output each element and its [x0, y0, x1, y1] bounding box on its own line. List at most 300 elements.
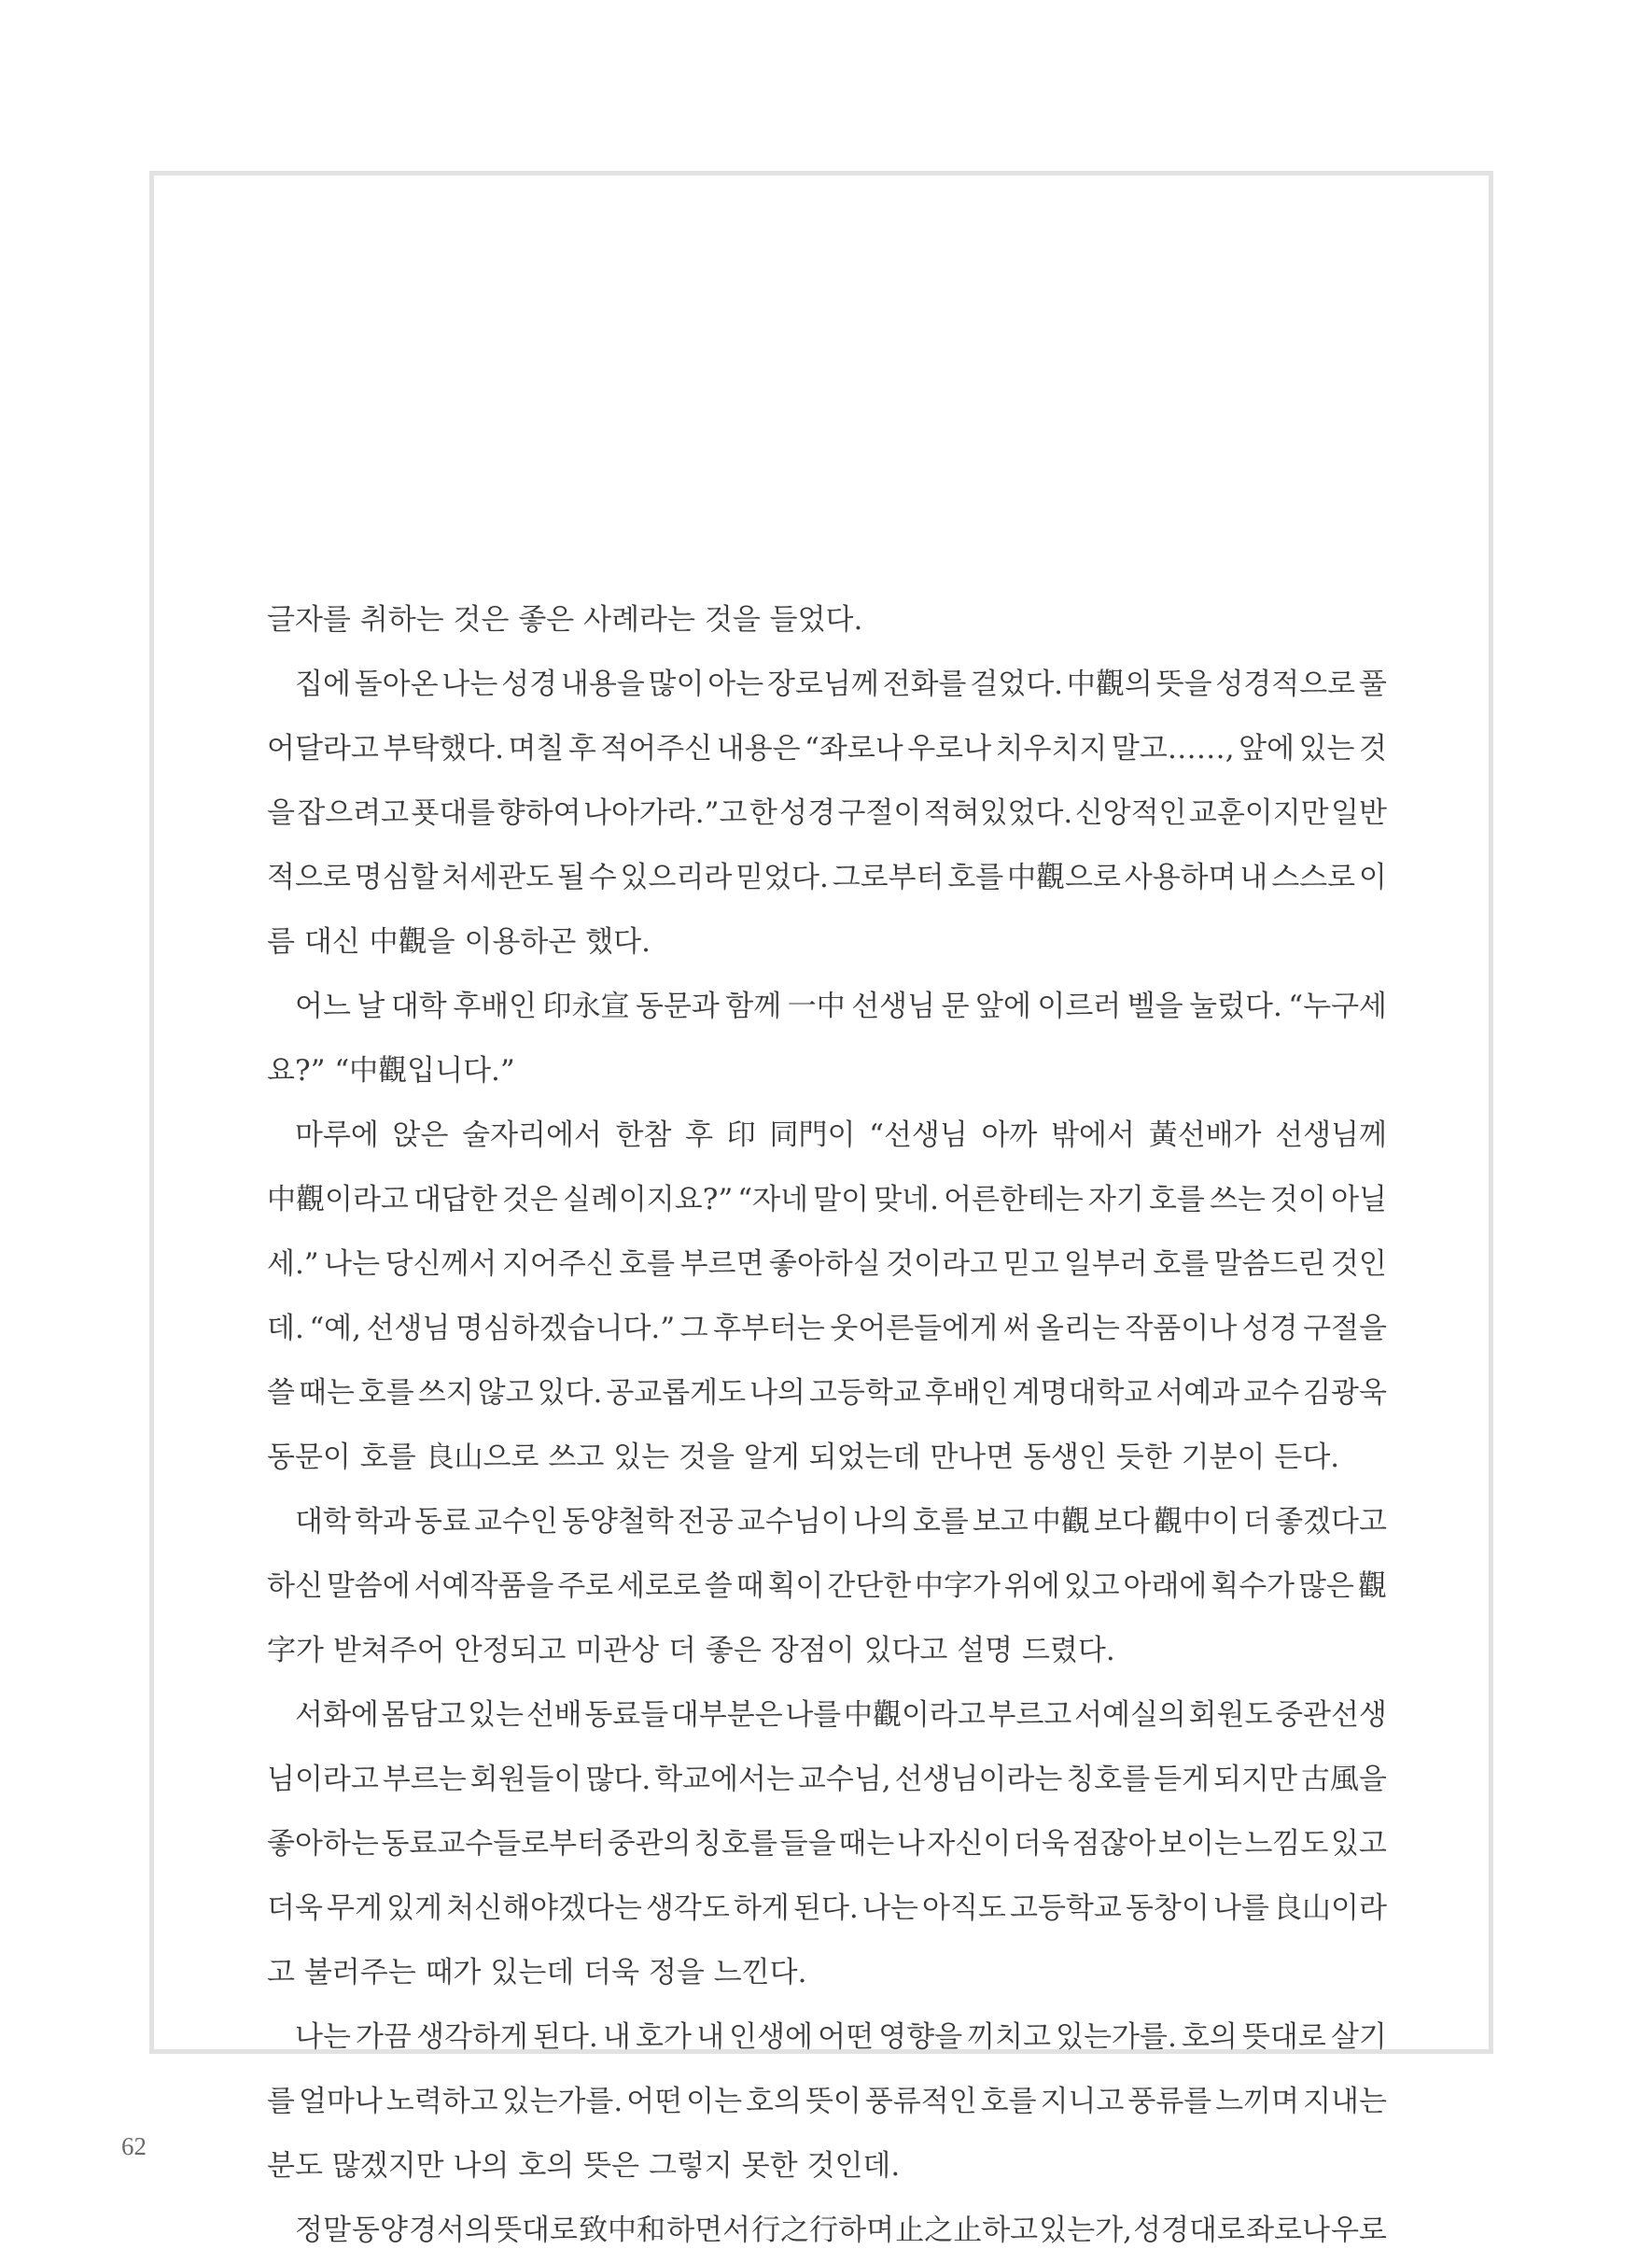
word: 될	[556, 861, 585, 894]
word: 좋아하는	[267, 1827, 379, 1861]
word: 나의	[453, 2149, 510, 2183]
word: 아까	[981, 1118, 1038, 1152]
word: 호를	[947, 861, 1004, 894]
word: 선생님	[851, 990, 936, 1023]
word: 나	[896, 1827, 925, 1861]
word: 교수님,	[797, 1763, 891, 1796]
word: “좌로나	[805, 732, 903, 766]
word: 공교롭게도	[606, 1376, 747, 1410]
word: 있다고	[863, 1634, 948, 1667]
word: 좋아하실	[768, 1247, 881, 1281]
word: 칭호를	[1066, 1763, 1151, 1796]
word: 벨을	[1127, 990, 1183, 1023]
word: 보다	[1093, 1505, 1150, 1539]
word: 신앙적인	[1074, 796, 1187, 830]
word: 古風을	[1300, 1763, 1387, 1796]
word: 하면서	[666, 2214, 751, 2247]
word: 후배인	[453, 990, 538, 1023]
word: 정을	[648, 1956, 705, 1989]
text-line	[267, 1232, 1387, 1297]
word: 내용은	[716, 732, 801, 766]
word: 처세관도	[441, 861, 554, 894]
word: 동문과	[636, 990, 720, 1023]
word: 쓰는	[1210, 1183, 1266, 1216]
word: 정말	[295, 2214, 351, 2247]
word: 아닐	[1331, 1183, 1387, 1216]
word: 분도	[267, 2149, 323, 2183]
word: 있으리라	[620, 861, 733, 894]
word: 일반	[1331, 796, 1387, 830]
word: 더	[1243, 1505, 1272, 1539]
word: 대학	[390, 990, 447, 1023]
text-line	[267, 1297, 1387, 1361]
word: 一中	[787, 990, 846, 1023]
word: 안정되고	[454, 1634, 567, 1667]
word: 그렇지	[648, 2149, 733, 2183]
word: 듣게	[1154, 1763, 1211, 1796]
word: 전공	[677, 1505, 734, 1539]
word: 좋겠다고	[1275, 1505, 1387, 1539]
word: 말이	[813, 1183, 870, 1216]
word: 고	[267, 1956, 295, 1989]
word: 있다.	[537, 1376, 603, 1410]
word: 기분이	[1181, 1441, 1266, 1474]
word: 인생에	[729, 2020, 813, 2054]
word: 날	[357, 990, 385, 1023]
word: 보고	[972, 1505, 1029, 1539]
text-line	[267, 1748, 1387, 1812]
word: 있게	[386, 1891, 443, 1925]
word: 칭호를	[693, 1827, 778, 1861]
word: 받쳐주어	[332, 1634, 445, 1667]
word: 어른한테는	[944, 1183, 1084, 1216]
word: 것은	[501, 1183, 558, 1216]
word: 어떤	[626, 2085, 683, 2118]
word: 앉은	[392, 1118, 449, 1152]
word: “누구세	[1288, 990, 1387, 1023]
word: 호를	[619, 1247, 676, 1281]
word: 中字가	[915, 1569, 1001, 1603]
word: 내	[696, 2020, 725, 2054]
word: 때는	[298, 1376, 355, 1410]
word: 어떤	[818, 2020, 875, 2054]
word: 나는	[861, 1891, 918, 1925]
word: 했다.	[585, 925, 651, 959]
text-line	[267, 1876, 1387, 1941]
word: 것을	[704, 603, 761, 637]
word: 성경대로	[1133, 2214, 1245, 2247]
word: 글자를	[267, 603, 351, 637]
word: 들을	[779, 1827, 836, 1861]
word: 字가	[267, 1634, 324, 1667]
word: 나의	[749, 1376, 805, 1410]
word: 어느	[295, 990, 351, 1023]
word: 뜻은	[583, 2149, 640, 2183]
word: 영향을	[878, 2020, 963, 2054]
word: 치우치지	[995, 732, 1108, 766]
text-line	[267, 2005, 1387, 2070]
word: 좋은	[705, 1634, 762, 1667]
word: 호의	[1181, 2020, 1238, 2054]
word: 良山으로	[425, 1441, 539, 1474]
word: 생각도	[645, 1891, 730, 1925]
word: 말고……,	[1111, 732, 1235, 766]
word: 데.	[267, 1312, 304, 1345]
text-line	[267, 2070, 1387, 2134]
word: 부르고	[987, 1698, 1072, 1732]
word: 작품이나	[1125, 1312, 1238, 1345]
word: 지어주신	[501, 1247, 614, 1281]
word: 몸담고	[381, 1698, 466, 1732]
word: 느낌도	[1244, 1827, 1329, 1861]
word: 서예작품을	[413, 1569, 554, 1603]
word: 적혀있었다.	[923, 796, 1073, 830]
word: 든다.	[1274, 1441, 1340, 1474]
text-line	[267, 1361, 1387, 1426]
word: 내용을	[560, 668, 645, 701]
word: 同門이	[769, 1118, 856, 1152]
word: 말씀에	[326, 1569, 411, 1603]
word: 당신께서	[385, 1247, 497, 1281]
word: 中觀이라고	[843, 1698, 986, 1732]
word: 써	[1002, 1312, 1031, 1345]
word: 구절을	[1303, 1312, 1387, 1345]
word: 行之行하며	[751, 2214, 895, 2247]
word: 호를	[1148, 1183, 1205, 1216]
word: 눌렀다.	[1189, 990, 1282, 1023]
word: 말씀드린	[1213, 1247, 1326, 1281]
text-line	[267, 1168, 1387, 1232]
text-line	[267, 2134, 1387, 2199]
word: 미관상	[575, 1634, 660, 1667]
word: 세로로	[617, 1569, 701, 1603]
word: 걸었다.	[970, 668, 1064, 701]
word: 아직도	[922, 1891, 1006, 1925]
word: 觀中이	[1154, 1505, 1239, 1539]
word: 지내는	[1303, 2085, 1387, 2118]
word: 주로	[557, 1569, 614, 1603]
word: 풍류를	[1127, 2085, 1212, 2118]
word: 觀	[1357, 1569, 1387, 1603]
word: 며칠	[508, 732, 565, 766]
word: 많겠지만	[331, 2149, 444, 2183]
word: 나를	[785, 1698, 842, 1732]
word: 생각하게	[416, 2020, 528, 2054]
word: 성경	[1241, 1312, 1298, 1345]
text-line	[267, 2199, 1387, 2263]
word: 것	[1359, 732, 1387, 766]
word: 된다.	[793, 1891, 859, 1925]
word: 위에	[1003, 1569, 1060, 1603]
word: 때는	[838, 1827, 895, 1861]
text-line	[267, 1039, 1387, 1103]
word: 자신이	[927, 1827, 1012, 1861]
text-line	[267, 910, 1387, 975]
word: 나아가라.”고	[583, 796, 748, 830]
word: 중관의	[607, 1827, 692, 1861]
word: 구절이	[837, 796, 922, 830]
word: 것을	[679, 1441, 735, 1474]
word: 것이라고	[886, 1247, 998, 1281]
word: 마루에	[295, 1118, 379, 1152]
word: 후	[567, 732, 596, 766]
word: 계명대학교	[1012, 1376, 1153, 1410]
word: 黃선배가	[1148, 1118, 1262, 1152]
word: 부르면	[679, 1247, 764, 1281]
word: 풍류적인	[864, 2085, 977, 2118]
word: 한참	[615, 1118, 672, 1152]
word: 대부분은	[670, 1698, 783, 1732]
word: 있는	[613, 1441, 670, 1474]
word: 푯대를	[411, 796, 496, 830]
word: 중관선생	[1275, 1698, 1387, 1732]
word: 고등학교	[1010, 1891, 1122, 1925]
word: 것인	[1330, 1247, 1387, 1281]
word: 이르러	[1037, 990, 1122, 1023]
word: 어달라고	[267, 732, 379, 766]
word: 명심할	[354, 861, 439, 894]
word: 웃어른들에게	[830, 1312, 999, 1345]
word: 것인데.	[806, 2149, 901, 2183]
word: 후배인	[924, 1376, 1009, 1410]
word: 하신	[267, 1569, 323, 1603]
word: 우로	[1331, 2214, 1387, 2247]
word: 설명	[957, 1634, 1014, 1667]
word: 밖에서	[1051, 1118, 1135, 1152]
word: 印	[726, 1118, 756, 1152]
word: 얼마나	[298, 2085, 383, 2118]
word: 향하여	[497, 796, 581, 830]
word: 호를	[359, 1441, 416, 1474]
word: 동료	[414, 1505, 470, 1539]
word: 앞에	[1239, 732, 1295, 766]
word: 쓰지	[417, 1376, 474, 1410]
word: 그	[679, 1312, 708, 1345]
word: 선생님	[366, 1312, 451, 1345]
word: 아래에	[1123, 1569, 1208, 1603]
word: 풀	[1358, 668, 1387, 701]
word: 있고	[1330, 1827, 1387, 1861]
word: 않고	[477, 1376, 534, 1410]
word: 호가	[636, 2020, 692, 2054]
word: 호의	[746, 2085, 802, 2118]
text-line	[267, 653, 1387, 717]
word: 하게	[733, 1891, 790, 1925]
word: 전화를	[882, 668, 967, 701]
word: 취하는	[359, 603, 444, 637]
word: 올리는	[1036, 1312, 1120, 1345]
word: 들었다.	[769, 603, 863, 637]
word: 적으로	[267, 861, 351, 894]
word: 스스로	[1271, 861, 1356, 894]
word: 김광욱	[1303, 1376, 1387, 1410]
word: 내	[1239, 861, 1268, 894]
word: 사례라는	[583, 603, 695, 637]
word: 장로님께	[767, 668, 879, 701]
word: 세.”	[267, 1247, 319, 1281]
word: 점잖아	[1071, 1827, 1156, 1861]
word: 획이	[767, 1569, 824, 1603]
word: 대학	[295, 1505, 351, 1539]
word: 아는	[707, 668, 764, 701]
word: 止之止하고	[895, 2214, 1039, 2247]
word: 일부러	[1063, 1247, 1148, 1281]
word: 나는	[295, 2020, 351, 2054]
text-line	[267, 1812, 1387, 1876]
word: 보이는	[1157, 1827, 1242, 1861]
word: 된다.	[533, 2020, 598, 2054]
word: 나의	[852, 1505, 909, 1539]
text-line	[267, 588, 1387, 653]
word: 이	[1358, 861, 1387, 894]
word: 만나면	[930, 1441, 1015, 1474]
text-line	[267, 975, 1387, 1039]
word: 되지만	[1213, 1763, 1297, 1796]
text-line	[267, 1619, 1387, 1683]
word: 자기	[1087, 1183, 1144, 1216]
word: 있는가,	[1039, 2214, 1132, 2247]
word: 뜻대로	[494, 2214, 578, 2247]
word: 때	[735, 1569, 764, 1603]
word: 그로부터	[832, 861, 945, 894]
word: 더	[668, 1634, 696, 1667]
word: 호를	[980, 2085, 1037, 2118]
word: 뜻을	[1155, 668, 1212, 701]
word: 동생인	[1023, 1441, 1107, 1474]
word: 성경	[779, 796, 836, 830]
word: 사용하며	[1124, 861, 1237, 894]
word: 실례이지요?”	[562, 1183, 734, 1216]
word: 이용하곤	[464, 925, 577, 959]
word: 것이	[1270, 1183, 1326, 1216]
text-line	[267, 1554, 1387, 1619]
word: 이는	[686, 2085, 743, 2118]
word: 명심하겠습니다.”	[455, 1312, 676, 1345]
word: 호를	[912, 1505, 969, 1539]
word: 불러주는	[303, 1956, 416, 1989]
page-number: 62	[121, 2132, 147, 2160]
word: 中觀의	[1066, 668, 1153, 701]
word: 경서의	[409, 2214, 493, 2247]
word: 문	[941, 990, 970, 1023]
word: 함께	[725, 990, 782, 1023]
body-text	[267, 588, 1387, 2263]
word: 획수가	[1211, 1569, 1295, 1603]
word: 있고	[1063, 1569, 1120, 1603]
word: 끼치고	[967, 2020, 1052, 2054]
word: 선생님께	[1275, 1118, 1387, 1152]
word: 느낀다.	[713, 1956, 807, 1989]
word: 中觀이라고	[267, 1183, 409, 1216]
text-line	[267, 717, 1387, 781]
word: 앞에	[975, 990, 1031, 1023]
word: 가끔	[356, 2020, 412, 2054]
word: 쓸	[704, 1569, 733, 1603]
word: 교수님이	[736, 1505, 849, 1539]
word: 처신해야겠다는	[446, 1891, 642, 1925]
word: 동료들	[584, 1698, 669, 1732]
word: 맞네.	[874, 1183, 939, 1216]
word: 더욱	[1013, 1827, 1070, 1861]
word: 때가	[425, 1956, 482, 1989]
word: 한	[749, 796, 777, 830]
word: 좌로나	[1246, 2214, 1330, 2247]
word: 나는	[441, 668, 498, 701]
word: 무게	[327, 1891, 383, 1925]
word: 못한	[741, 2149, 798, 2183]
word: 서예과	[1155, 1376, 1240, 1410]
text-line	[267, 781, 1387, 846]
word: 교수인	[474, 1505, 558, 1539]
word: 적어주신	[600, 732, 713, 766]
word: 학교에서는	[654, 1763, 794, 1796]
word: 수	[588, 861, 617, 894]
word: 회원들이	[469, 1763, 582, 1796]
word: 지니고	[1040, 2085, 1125, 2118]
word: 호를	[357, 1376, 414, 1410]
word: 잡으려고	[297, 796, 410, 830]
text-line	[267, 1426, 1387, 1490]
word: 致中和	[579, 2214, 666, 2247]
word: 있는가를.	[501, 2085, 623, 2118]
word: “中觀입니다.”	[334, 1054, 515, 1088]
word: 동문이	[267, 1441, 351, 1474]
word: 돌아온	[354, 668, 439, 701]
word: 나를	[1212, 1891, 1269, 1925]
text-line	[267, 1683, 1387, 1748]
word: 쓰고	[548, 1441, 605, 1474]
word: 대답한	[413, 1183, 497, 1216]
word: 되었는데	[808, 1441, 921, 1474]
text-line	[267, 846, 1387, 910]
word: 더욱	[583, 1956, 640, 1989]
word: 교수	[1243, 1376, 1300, 1410]
word: 쓸	[267, 1376, 295, 1410]
word: 를	[267, 2085, 295, 2118]
word: 많다.	[585, 1763, 651, 1796]
word: 동창이	[1125, 1891, 1210, 1925]
word: 서예실의	[1074, 1698, 1186, 1732]
word: 中觀으로	[1007, 861, 1121, 894]
word: 뜻이	[805, 2085, 861, 2118]
word: 간단한	[827, 1569, 912, 1603]
word: 노력하고	[385, 2085, 498, 2118]
word: 나는	[324, 1247, 381, 1281]
word: 동양	[352, 2214, 408, 2247]
word: 것은	[453, 603, 510, 637]
word: 있는	[1298, 732, 1355, 766]
word: 좋은	[518, 603, 575, 637]
word: “자네	[737, 1183, 809, 1216]
word: 많이	[648, 668, 705, 701]
word: 듯한	[1115, 1441, 1172, 1474]
word: 호의	[518, 2149, 575, 2183]
text-line	[267, 1941, 1387, 2005]
word: 성경	[501, 668, 558, 701]
word: 印永宣	[542, 990, 630, 1023]
word: 살기	[1330, 2020, 1387, 2054]
word: 회원도	[1188, 1698, 1273, 1732]
word: 교훈이지만	[1188, 796, 1329, 830]
word: 내	[602, 2020, 631, 2054]
word: 동양철학	[562, 1505, 674, 1539]
word: 믿고	[1002, 1247, 1059, 1281]
word: 성경적으로	[1215, 668, 1356, 701]
word: 우로나	[907, 732, 992, 766]
word: 있는데	[490, 1956, 575, 1989]
word: 있는가를.	[1056, 2020, 1177, 2054]
word: 호를	[1153, 1247, 1210, 1281]
